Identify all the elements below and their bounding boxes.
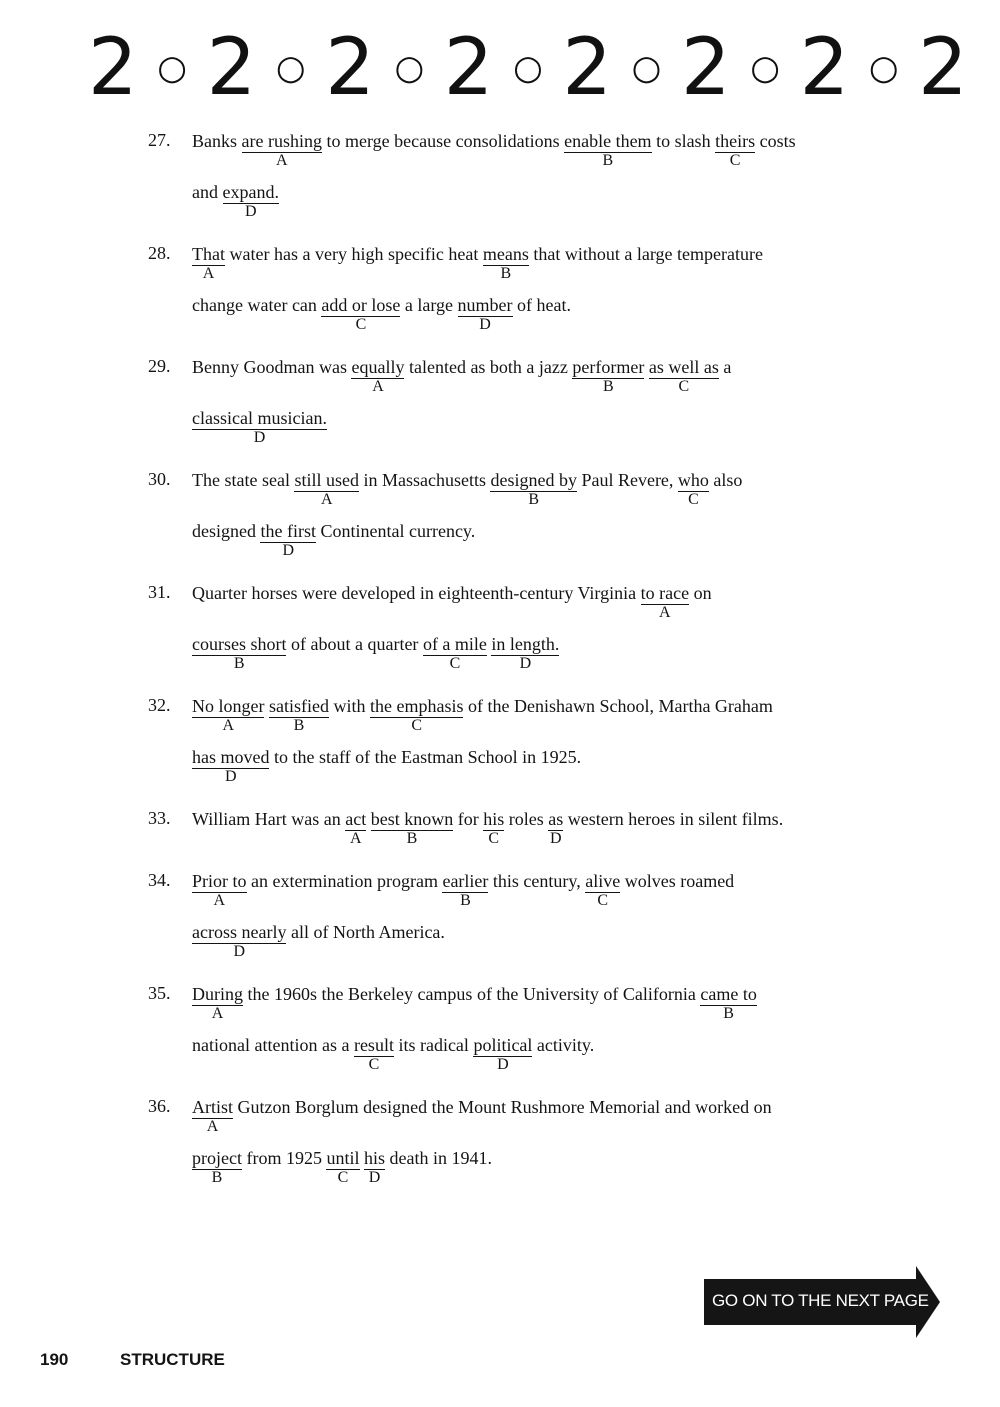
option-letter: A xyxy=(211,1005,224,1022)
question-number: 27. xyxy=(148,130,171,150)
option-text: as xyxy=(548,809,564,829)
sentence-text: all of North America. xyxy=(286,922,445,942)
sentence-text: this century, xyxy=(488,871,586,891)
underlined-option xyxy=(423,633,487,672)
sentence-text: death in 1941. xyxy=(385,1148,492,1168)
option-letter: A xyxy=(372,378,384,395)
option-letter: B xyxy=(528,491,540,508)
sentence-text: of about a quarter xyxy=(286,634,423,654)
option-text: number xyxy=(457,295,513,315)
underlined-option xyxy=(351,356,404,395)
question-number: 28. xyxy=(148,243,171,263)
sentence-text: The state seal xyxy=(192,470,295,490)
sentence-text: its radical xyxy=(393,1035,474,1055)
sentence-text: wolves roamed xyxy=(620,871,735,891)
underlined-option xyxy=(192,1147,242,1186)
sentence-text: roles xyxy=(504,809,549,829)
header-digit: 2 xyxy=(680,23,731,113)
underlined-option xyxy=(354,1034,394,1073)
question-number: 29. xyxy=(148,356,171,376)
option-text: the first xyxy=(260,521,316,541)
header-circle-icon: ○ xyxy=(275,48,306,88)
underlined-option xyxy=(192,921,286,960)
sentence-text: William Hart was an xyxy=(192,809,346,829)
underlined-option xyxy=(483,243,529,282)
question-line xyxy=(192,921,445,965)
option-text: add or lose xyxy=(321,295,401,315)
option-letter: D xyxy=(497,1056,509,1073)
question-line xyxy=(192,407,327,451)
underlined-option xyxy=(649,356,719,395)
option-letter: A xyxy=(349,830,362,847)
go-on-next-page-button[interactable] xyxy=(704,1266,942,1338)
underlined-option xyxy=(364,1147,385,1186)
underlined-option xyxy=(269,695,329,734)
option-text: theirs xyxy=(715,131,756,151)
option-letter: B xyxy=(211,1169,223,1186)
underlined-option xyxy=(192,407,327,446)
option-text: Artist xyxy=(192,1097,234,1117)
go-on-next-page-label: GO ON TO THE NEXT PAGE xyxy=(712,1291,929,1310)
option-letter: A xyxy=(206,1118,219,1135)
option-text: who xyxy=(677,470,709,490)
sentence-text: activity. xyxy=(532,1035,595,1055)
sentence-text: national attention as a xyxy=(192,1035,354,1055)
option-letter: D xyxy=(233,943,246,960)
question-number: 34. xyxy=(148,870,171,890)
question-line xyxy=(192,469,742,513)
option-letter: C xyxy=(368,1056,380,1073)
sentence-text: Gutzon Borglum designed the Mount Rushmore Memorial and worked on xyxy=(233,1097,772,1117)
option-text: until xyxy=(326,1148,360,1168)
header-circle-icon: ○ xyxy=(750,48,780,88)
option-text: his xyxy=(364,1148,386,1168)
header-circle-icon: ○ xyxy=(513,48,543,88)
underlined-option xyxy=(370,695,463,734)
option-text: Prior to xyxy=(192,871,247,891)
header-digit: 2 xyxy=(443,23,494,113)
option-text: came to xyxy=(700,984,757,1004)
header-number-band xyxy=(88,23,968,113)
underlined-option xyxy=(490,469,576,508)
option-text: equally xyxy=(351,357,405,377)
option-letter: D xyxy=(224,768,237,785)
option-letter: D xyxy=(368,1169,381,1186)
sentence-text: of heat. xyxy=(512,295,572,315)
sentence-text: from 1925 xyxy=(241,1148,327,1168)
option-text: are rushing xyxy=(241,131,322,151)
option-letter: C xyxy=(337,1169,349,1186)
underlined-option xyxy=(572,356,644,395)
underlined-option xyxy=(483,808,504,847)
underlined-option xyxy=(700,983,756,1022)
option-letter: A xyxy=(202,265,215,282)
option-letter: C xyxy=(488,830,500,847)
sentence-text: in Massachusetts xyxy=(358,470,491,490)
question-number: 30. xyxy=(148,469,171,489)
underlined-option xyxy=(345,808,366,847)
sentence-text: with xyxy=(328,696,370,716)
header-circle-icon: ○ xyxy=(631,48,662,88)
option-letter: C xyxy=(411,717,423,734)
question-line xyxy=(192,582,712,626)
option-text: has moved xyxy=(192,747,270,767)
question-line xyxy=(192,1096,772,1140)
option-text: the emphasis xyxy=(370,696,464,716)
option-letter: C xyxy=(597,892,609,909)
option-letter: A xyxy=(659,604,671,621)
option-letter: B xyxy=(603,378,614,395)
option-letter: B xyxy=(293,717,305,734)
underlined-option xyxy=(715,130,755,169)
option-letter: A xyxy=(275,152,288,169)
sentence-text: to merge because consolidations xyxy=(321,131,565,151)
header-digit: 2 xyxy=(562,23,613,113)
sentence-text: a xyxy=(718,357,732,377)
underlined-option xyxy=(321,294,400,333)
header-digit: 2 xyxy=(918,23,968,113)
sentence-text: change water can xyxy=(192,295,322,315)
section-label: STRUCTURE xyxy=(120,1350,225,1369)
header-digit: 2 xyxy=(799,23,850,113)
option-text: result xyxy=(353,1035,394,1055)
sentence-text: also xyxy=(708,470,743,490)
underlined-option xyxy=(473,1034,532,1073)
question-line xyxy=(192,294,571,338)
option-text: designed by xyxy=(490,470,577,490)
underlined-option xyxy=(192,633,286,672)
option-letter: C xyxy=(688,491,699,508)
header-circle-icon: ○ xyxy=(394,48,425,88)
header-digit: 2 xyxy=(88,23,138,113)
option-letter: D xyxy=(549,830,562,847)
question-line xyxy=(192,695,773,739)
underlined-option xyxy=(192,983,243,1022)
question-number: 36. xyxy=(148,1096,171,1116)
sentence-text: Continental currency. xyxy=(315,521,476,541)
option-text: satisfied xyxy=(268,696,329,716)
option-text: still used xyxy=(294,470,359,490)
option-text: political xyxy=(473,1035,533,1055)
option-letter: D xyxy=(244,203,257,220)
question-number: 31. xyxy=(148,582,171,602)
page-number: 190 xyxy=(40,1350,69,1369)
option-letter: C xyxy=(355,316,367,333)
question-line xyxy=(192,356,731,400)
underlined-option xyxy=(458,294,513,333)
question-number: 33. xyxy=(148,808,171,828)
option-letter: B xyxy=(602,152,614,169)
option-text: as well as xyxy=(648,357,719,377)
option-letter: B xyxy=(233,655,245,672)
option-letter: B xyxy=(460,892,471,909)
question-line xyxy=(192,181,279,225)
option-letter: C xyxy=(729,152,741,169)
option-letter: D xyxy=(519,655,532,672)
option-letter: B xyxy=(500,265,512,282)
question-number: 35. xyxy=(148,983,171,1003)
option-letter: A xyxy=(213,892,226,909)
sentence-text: on xyxy=(689,583,712,603)
sentence-text: designed xyxy=(192,521,261,541)
option-letter: B xyxy=(406,830,418,847)
question-line xyxy=(192,1147,492,1191)
sentence-text: to the staff of the Eastman School in 1925. xyxy=(269,747,582,767)
underlined-option xyxy=(294,469,359,508)
sentence-text: Banks xyxy=(192,131,242,151)
underlined-option xyxy=(326,1147,359,1186)
option-letter: D xyxy=(479,316,491,333)
underlined-option xyxy=(223,181,279,220)
underlined-option xyxy=(371,808,454,847)
option-letter: A xyxy=(222,717,235,734)
option-letter: A xyxy=(320,491,333,508)
sentence-text: Benny Goodman was xyxy=(192,357,352,377)
question-line xyxy=(192,130,796,174)
sentence-text: and xyxy=(192,182,223,202)
sentence-text: the 1960s the Berkeley campus of the University of California xyxy=(243,984,701,1004)
sentence-text: Paul Revere, xyxy=(576,470,678,490)
underlined-option xyxy=(548,808,563,847)
option-letter: C xyxy=(449,655,461,672)
header-digit: 2 xyxy=(325,23,375,113)
underlined-option xyxy=(678,469,709,508)
option-text: of a mile xyxy=(422,634,487,654)
question-line xyxy=(192,808,783,852)
option-text: alive xyxy=(585,871,621,891)
header-circle-icon: ○ xyxy=(157,48,187,88)
sentence-text: Quarter horses were developed in eighteenth-century Virginia xyxy=(192,583,641,603)
option-text: to race xyxy=(640,583,690,603)
sentence-text: that without a large temperature xyxy=(528,244,763,264)
underlined-option xyxy=(564,130,651,169)
question-number: 32. xyxy=(148,695,171,715)
underlined-option xyxy=(242,130,322,169)
sentence-text: an extermination program xyxy=(246,871,443,891)
sentence-text: water has a very high specific heat xyxy=(225,244,483,264)
option-text: classical musician. xyxy=(192,408,327,428)
option-letter: D xyxy=(282,542,295,559)
option-text: enable them xyxy=(564,131,652,151)
option-letter: B xyxy=(723,1005,734,1022)
underlined-option xyxy=(260,520,316,559)
underlined-option xyxy=(192,695,264,734)
header-circle-icon: ○ xyxy=(868,48,899,88)
option-text: That xyxy=(192,244,225,264)
option-text: courses short xyxy=(192,634,287,654)
underlined-option xyxy=(491,633,559,672)
option-text: earlier xyxy=(442,871,489,891)
option-text: his xyxy=(483,809,505,829)
option-text: expand. xyxy=(222,182,279,202)
underlined-option xyxy=(192,243,225,282)
option-text: performer xyxy=(572,357,645,377)
option-letter: C xyxy=(678,378,690,395)
sentence-text: to slash xyxy=(651,131,716,151)
option-text: No longer xyxy=(192,696,265,716)
question-line xyxy=(192,983,757,1027)
sentence-text: of the Denishawn School, Martha Graham xyxy=(463,696,773,716)
question-line xyxy=(192,633,559,677)
option-letter: D xyxy=(253,429,266,446)
sentence-text: costs xyxy=(755,131,796,151)
option-text: in length. xyxy=(491,634,560,654)
sentence-text: western heroes in silent films. xyxy=(563,809,784,829)
header-digit: 2 xyxy=(206,23,257,113)
underlined-option xyxy=(641,582,689,621)
sentence-text: talented as both a jazz xyxy=(404,357,573,377)
question-line xyxy=(192,1034,594,1078)
underlined-option xyxy=(192,1096,233,1135)
option-text: During xyxy=(192,984,243,1004)
sentence-text: a large xyxy=(400,295,458,315)
question-line xyxy=(192,746,581,790)
underlined-option xyxy=(192,746,269,785)
underlined-option xyxy=(585,870,620,909)
question-line xyxy=(192,870,734,914)
option-text: act xyxy=(345,809,367,829)
option-text: project xyxy=(192,1148,242,1168)
sentence-text: for xyxy=(453,809,484,829)
option-text: means xyxy=(482,244,529,264)
question-line xyxy=(192,520,475,564)
underlined-option xyxy=(192,870,247,909)
question-line xyxy=(192,243,763,287)
option-text: across nearly xyxy=(192,922,287,942)
option-text: best known xyxy=(370,809,454,829)
underlined-option xyxy=(442,870,488,909)
